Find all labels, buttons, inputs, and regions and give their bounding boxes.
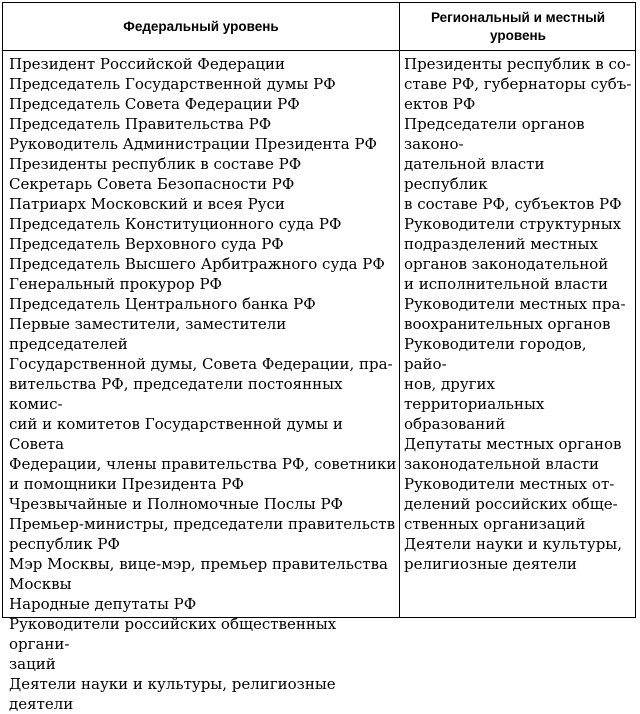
header-federal-level: Федеральный уровень — [123, 18, 279, 34]
list-item: Премьер-министры, председатели правительств республик РФ — [9, 515, 396, 553]
list-item: Председатель Совета Федерации РФ — [9, 95, 300, 113]
list-item: Президенты республик в со- ставе РФ, губернаторы субъ- ектов РФ — [404, 55, 632, 113]
list-item: Генеральный прокурор РФ — [9, 275, 223, 293]
list-item: Руководители российских общественных органи- заций — [9, 615, 337, 673]
list-item: Руководители структурных подразделений местных органов законодательной и исполнительной власти — [404, 215, 622, 293]
list-item: Деятели науки и культуры, религиозные деятели — [404, 535, 623, 573]
list-item: Руководители местных от- делений российских обще- ственных организаций — [404, 475, 618, 533]
list-item: Председатель Правительства РФ — [9, 115, 272, 133]
list-item: Председатель Центрального банка РФ — [9, 295, 316, 313]
column-divider — [399, 3, 400, 617]
list-item: Народные депутаты РФ — [9, 595, 197, 613]
officials-table — [2, 2, 636, 713]
list-item: Мэр Москвы, вице-мэр, премьер правительства Москвы — [9, 555, 388, 593]
list-item: Президенты республик в составе РФ — [9, 155, 302, 173]
list-item: Председатель Верховного суда РФ — [9, 235, 284, 253]
list-item: Председатель Конституционного суда РФ — [9, 215, 342, 233]
list-item: Секретарь Совета Безопасности РФ — [9, 175, 295, 193]
list-item: Чрезвычайные и Полномочные Послы РФ — [9, 495, 343, 513]
list-item: Первые заместители, заместители председателей Государственной думы, Совета Федерации, пра- вительства РФ, председатели постоянных комис- сий и комитетов Государственной думы и Совета Федерации, члены правительства РФ, советники и помощники Президента РФ — [9, 315, 397, 493]
header-regional-level: Региональный и местный уровень — [430, 9, 606, 43]
regional-list — [404, 54, 632, 574]
federal-list — [9, 54, 397, 714]
list-item: Руководитель Администрации Президента РФ — [9, 135, 377, 153]
list-item: Руководители городов, райо- нов, других территориальных образований — [404, 335, 587, 433]
list-item: Председатель Государственной думы РФ — [9, 75, 336, 93]
list-item: Депутаты местных органов законодательной власти — [404, 435, 622, 473]
list-item: Патриарх Московский и всея Руси — [9, 195, 285, 213]
list-item: Руководители местных пра- воохранительных органов — [404, 295, 626, 333]
table-header-row — [3, 3, 635, 51]
list-item: Президент Российской Федерации — [9, 55, 286, 73]
list-item: Председатели органов законо- дательной власти республик в составе РФ, субъектов РФ — [404, 115, 622, 213]
list-item: Председатель Высшего Арбитражного суда РФ — [9, 255, 385, 273]
list-item: Деятели науки и культуры, религиозные деятели — [9, 675, 336, 713]
